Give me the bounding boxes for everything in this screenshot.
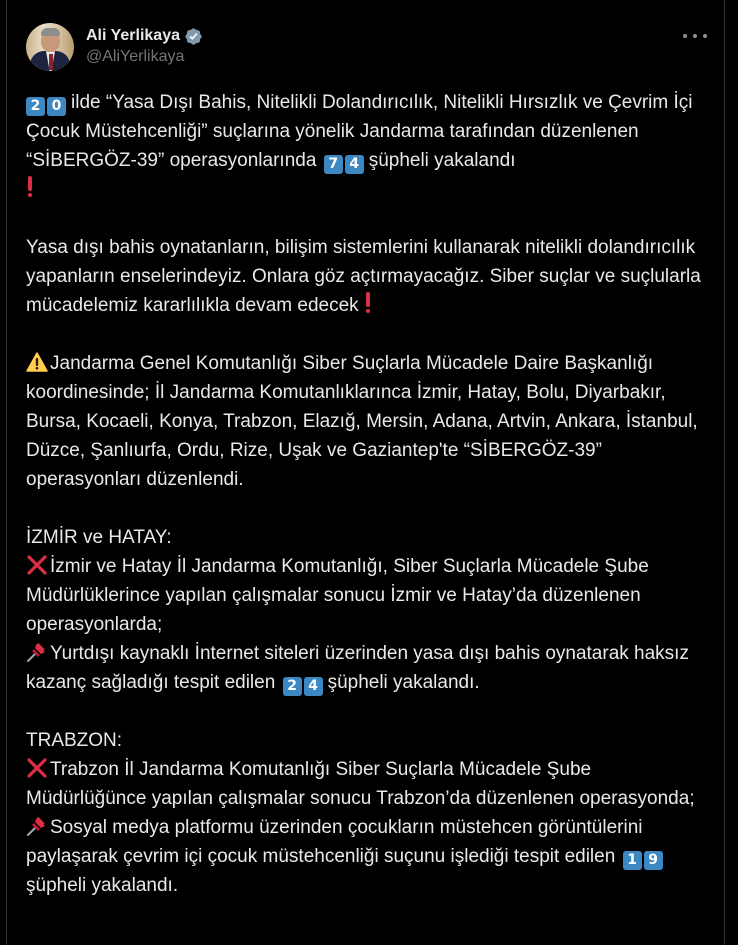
avatar-hair (41, 28, 60, 36)
avatar[interactable] (26, 23, 74, 71)
author-name-row (86, 26, 203, 46)
author-handle[interactable]: @AliYerlikaya (86, 48, 185, 65)
red-exclamation-icon (364, 292, 372, 314)
izmir-hatay-line2-b: şüpheli yakalandı. (327, 672, 480, 693)
keycap-digit-icon: 2 (26, 97, 45, 116)
section-heading-trabzon: TRABZON: (26, 730, 123, 751)
pushpin-icon (26, 815, 48, 837)
paragraph-izmir-hatay (26, 523, 716, 697)
paragraph-coordination (26, 349, 716, 494)
paragraph-summary (26, 88, 716, 204)
pushpin-icon (26, 641, 48, 663)
more-dot-icon (693, 34, 697, 38)
keycap-digit-icon: 1 (623, 851, 642, 870)
statement-text: Yasa dışı bahis oynatanların, bilişim sistemlerini kullanarak nitelikli dolandırıcılık yapanların enselerindeyiz. Onlara göz açtırmayacağız. Siber suçlar ve suçlularla mücadelemiz kararlılıkla devam edecek (26, 237, 701, 316)
section-heading-izmir-hatay: İZMİR ve HATAY: (26, 527, 172, 548)
summary-text-a: ilde “Yasa Dışı Bahis, Nitelikli Dolandırıcılık, Nitelikli Hırsızlık ve Çevrim İçi Çocuk Müstehcenliği” suçlarına yönelik Jandarma tarafından düzenlenen “SİBERGÖZ-39” operasyonlarında (26, 92, 693, 171)
cross-mark-icon (26, 758, 48, 778)
trabzon-line1: Trabzon İl Jandarma Komutanlığı Siber Suçlarla Mücadele Şube Müdürlüğünce yapılan çalışmalar sonucu Trabzon’da düzenlenen operasyonda; (26, 759, 695, 809)
keycap-digit-icon: 0 (47, 97, 66, 116)
izmir-hatay-line1: İzmir ve Hatay İl Jandarma Komutanlığı, Siber Suçlarla Mücadele Şube Müdürlüklerince yapılan çalışmalar sonucu İzmir ve Hatay’da düzenlenen operasyonlarda; (26, 556, 649, 635)
izmir-hatay-line2-a: Yurtdışı kaynaklı İnternet siteleri üzerinden yasa dışı bahis oynatarak haksız kazanç sağladığı tespit edilen (26, 643, 689, 693)
warning-icon (26, 352, 48, 372)
keycap-digit-icon: 4 (345, 155, 364, 174)
trabzon-line2-b: şüpheli yakalandı. (26, 875, 179, 896)
summary-text-b: şüpheli yakalandı (368, 150, 516, 171)
coordination-text: Jandarma Genel Komutanlığı Siber Suçlarla Mücadele Daire Başkanlığı koordinesinde; İl Jandarma Komutanlıklarınca İzmir, Hatay, Bolu, Diyarbakır, Bursa, Kocaeli, Konya, Trabzon, Elazığ, Mersin, Adana, Artvin, Ankara, İstanbul, Düzce, Şanlıurfa, Ordu, Rize, Uşak ve Gaziantep'te “SİBERGÖZ-39” operasyonları düzenlendi. (26, 353, 698, 490)
tweet-header (26, 22, 698, 72)
cross-mark-icon (26, 555, 48, 575)
keycap-digit-icon: 7 (324, 155, 343, 174)
more-dot-icon (703, 34, 707, 38)
keycap-digit-icon: 4 (304, 677, 323, 696)
paragraph-trabzon (26, 726, 716, 900)
red-exclamation-icon (26, 176, 34, 198)
author-name[interactable]: Ali Yerlikaya (86, 27, 180, 44)
more-options-button[interactable] (683, 26, 707, 46)
more-dot-icon (683, 34, 687, 38)
keycap-digit-icon: 9 (644, 851, 663, 870)
keycap-digit-icon: 2 (283, 677, 302, 696)
tweet-text (26, 88, 716, 900)
paragraph-statement (26, 233, 716, 320)
trabzon-line2-a: Sosyal medya platformu üzerinden çocukların müstehcen görüntülerini paylaşarak çevrim içi çocuk müstehcenliği suçunu işlediği tespit edilen (26, 817, 643, 867)
author-info (86, 26, 203, 68)
avatar-tie (49, 54, 53, 70)
verified-badge-icon (184, 27, 203, 46)
